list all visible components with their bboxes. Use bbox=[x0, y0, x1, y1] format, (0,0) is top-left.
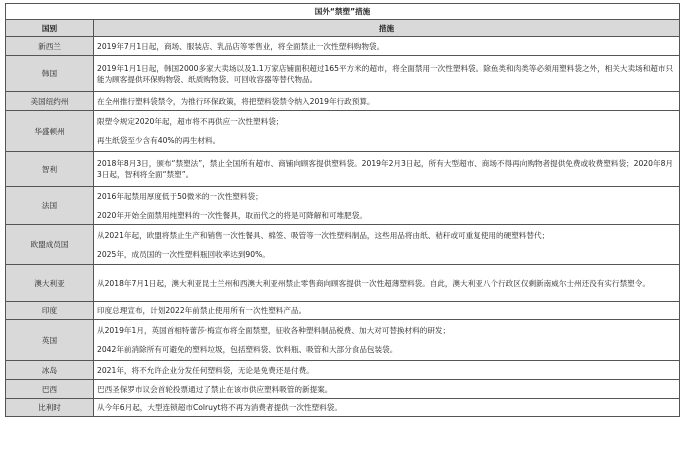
country-cell: 印度 bbox=[6, 302, 94, 320]
country-cell: 华盛顿州 bbox=[6, 111, 94, 152]
table-row bbox=[6, 320, 680, 361]
country-cell: 比利时 bbox=[6, 399, 94, 417]
table-body bbox=[6, 37, 680, 417]
country-cell: 新西兰 bbox=[6, 37, 94, 56]
measure-cell bbox=[94, 37, 680, 56]
country-cell: 英国 bbox=[6, 320, 94, 361]
measure-text: 2019年1月1日起，韩国2000多家大卖场以及1.1万家店铺面积超过165平方米的超市，将全面禁用一次性塑料袋。除鱼类和肉类等必须用塑料袋之外，相关大卖场和超市只能为顾客提供环保购物袋、纸质购物袋、可回收容器等替代物品。 bbox=[97, 63, 674, 84]
measure-cell bbox=[94, 320, 680, 361]
measure-text: 2021年，将不允许企业分发任何塑料袋，无论是免费还是付费。 bbox=[97, 365, 314, 375]
measure-cell bbox=[94, 302, 680, 320]
country-cell: 巴西 bbox=[6, 380, 94, 399]
table-row bbox=[6, 302, 680, 320]
table-row bbox=[6, 152, 680, 187]
measure-text: 巴西圣保罗市议会首轮投票通过了禁止在该市供应塑料吸管的新提案。 bbox=[97, 384, 333, 394]
table-title: 国外“禁塑”措施 bbox=[6, 4, 680, 20]
measure-text: 再生纸袋至少含有40%的再生材料。 bbox=[97, 136, 221, 145]
measure-text: 从今年6月起，大型连锁超市Colruyt将不再为消费者提供一次性塑料袋。 bbox=[97, 403, 342, 412]
measure-text: 2042年前消除所有可避免的塑料垃圾，包括塑料袋、饮料瓶、吸管和大部分食品包装袋。 bbox=[97, 345, 398, 354]
measure-text: 2020年开始全面禁用纯塑料的一次性餐具，取而代之的将是可降解和可堆肥袋。 bbox=[97, 210, 367, 220]
country-cell: 韩国 bbox=[6, 56, 94, 92]
table-row bbox=[6, 265, 680, 302]
table-row bbox=[6, 187, 680, 225]
measure-cell bbox=[94, 187, 680, 225]
measure-cell bbox=[94, 380, 680, 399]
measure-text: 2019年7月1日起，商场、服装店、乳品店等零售业，将全面禁止一次性塑料购物袋。 bbox=[97, 41, 385, 51]
measure-text: 从2021年起，欧盟将禁止生产和销售一次性餐具、棉签、吸管等一次性塑料制品，这些用品将由纸、秸秆或可重复使用的硬塑料替代； bbox=[97, 230, 550, 240]
table-row bbox=[6, 399, 680, 417]
measure-cell bbox=[94, 92, 680, 111]
measure-cell bbox=[94, 152, 680, 187]
country-cell: 冰岛 bbox=[6, 361, 94, 380]
table-row bbox=[6, 111, 680, 152]
table-title-row bbox=[6, 4, 680, 20]
measure-cell bbox=[94, 56, 680, 92]
plastic-ban-table bbox=[5, 3, 680, 417]
measure-text: 2018年8月3日，颁布“禁塑法”，禁止全国所有超市、商铺向顾客提供塑料袋。2019年2月3日起，所有大型超市、商场不得再向购物者提供免费或收费塑料袋；2020年8月3日起，智利将全面“禁塑”。 bbox=[97, 159, 673, 179]
country-cell: 智利 bbox=[6, 152, 94, 187]
measure-text: 2025年，成员国的一次性塑料瓶回收率达到90%。 bbox=[97, 249, 270, 259]
header-country: 国别 bbox=[6, 20, 94, 37]
measure-text: 从2018年7月1日起，澳大利亚昆士兰州和西澳大利亚州禁止零售商向顾客提供一次性超薄塑料袋。自此，澳大利亚八个行政区仅剩新南威尔士州还没有实行禁塑令。 bbox=[97, 278, 650, 288]
measure-cell bbox=[94, 361, 680, 380]
table-row bbox=[6, 225, 680, 265]
measure-text: 印度总理宣布，计划2022年前禁止使用所有一次性塑料产品。 bbox=[97, 306, 307, 315]
measure-text: 从2019年1月，英国首相特蕾莎·梅宣布将全面禁塑，征收各种塑料制品税费、加大对可替换材料的研发； bbox=[97, 326, 451, 335]
measure-cell bbox=[94, 111, 680, 152]
table-row bbox=[6, 56, 680, 92]
country-cell: 美国纽约州 bbox=[6, 92, 94, 111]
country-cell: 欧盟成员国 bbox=[6, 225, 94, 265]
measure-text: 限塑令规定2020年起，超市将不再供应一次性塑料袋； bbox=[97, 117, 284, 126]
policy-document bbox=[5, 3, 679, 470]
country-cell: 法国 bbox=[6, 187, 94, 225]
table-row bbox=[6, 361, 680, 380]
measure-cell bbox=[94, 265, 680, 302]
measure-cell bbox=[94, 225, 680, 265]
measure-text: 2016年起禁用厚度低于50微米的一次性塑料袋； bbox=[97, 191, 263, 201]
table-row bbox=[6, 92, 680, 111]
table-row bbox=[6, 380, 680, 399]
measure-cell bbox=[94, 399, 680, 417]
header-measures: 措施 bbox=[94, 20, 680, 37]
table-header-row bbox=[6, 20, 680, 37]
table-row bbox=[6, 37, 680, 56]
measure-text: 在全州推行塑料袋禁令，为推行环保政策，将把塑料袋禁令纳入2019年行政预算。 bbox=[97, 96, 375, 106]
country-cell: 澳大利亚 bbox=[6, 265, 94, 302]
